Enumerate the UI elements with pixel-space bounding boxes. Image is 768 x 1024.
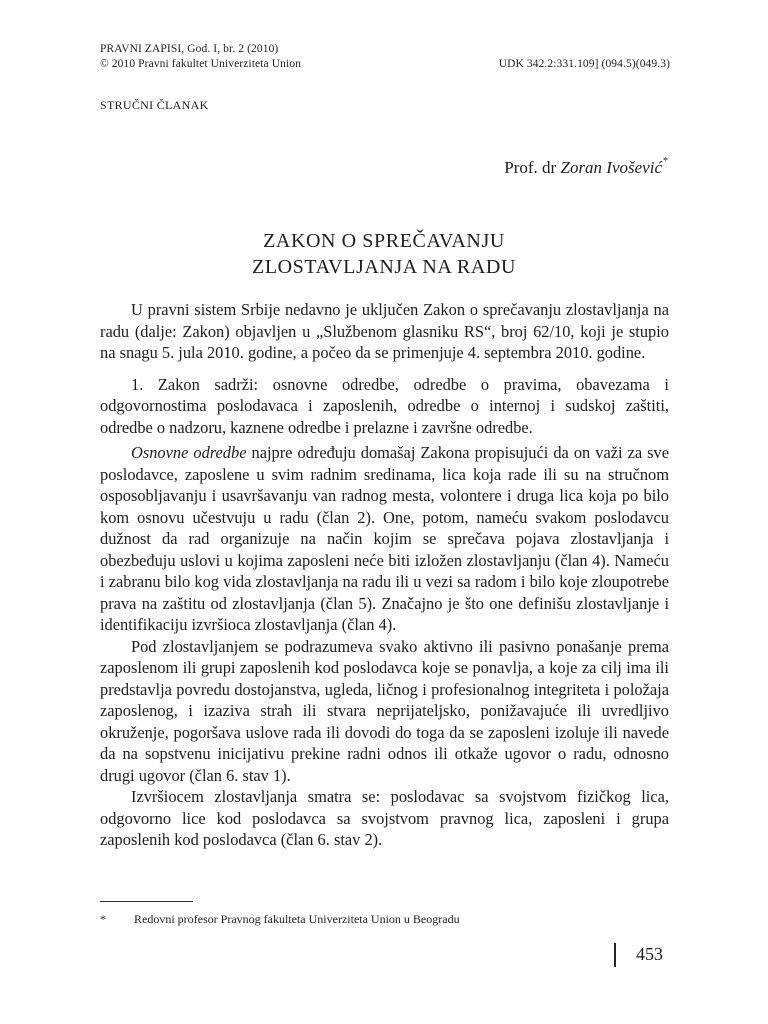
page-number: 453 <box>636 944 663 964</box>
article-category: STRUČNI ČLANAK <box>100 98 209 112</box>
article-body <box>100 299 669 851</box>
paragraph-contents: 1. Zakon sadrži: osnovne odredbe, odredbe o pravima, obavezama i odgovornostima poslodavaca i zaposlenih, odredbe o internoj i sudskoj zaštiti, odredbe o nadzoru, kaznene odredbe i prelazne i završne odredbe. <box>100 374 669 437</box>
paragraph-basic-provisions <box>100 442 669 636</box>
running-header <box>100 42 670 72</box>
author-name: Zoran Ivošević <box>560 158 662 177</box>
author-prefix: Prof. dr <box>504 158 561 177</box>
title-line-2: ZLOSTAVLJANJA NA RADU <box>252 256 516 278</box>
author-line <box>504 158 668 178</box>
footnote-divider <box>100 901 193 902</box>
title-line-1: ZAKON O SPREČAVANJU <box>263 230 505 252</box>
paragraph-definition: Pod zlostavljanjem se podrazumeva svako aktivno ili pasivno ponašanje prema zaposlenom ili grupi zaposlenih kod poslodavca koje se ponavlja, a koje za cilj ima ili predstavlja povredu dostojanstva, ugleda, ličnog i profesionalnog integriteta i položaja zaposlenog, i izaziva strah ili stvara neprijateljsko, ponižavajuće ili uvredljivo okruženje, pogoršava uslove rada ili dovodi do toga da se zaposleni izoluje ili navede da na sopstvenu inicijativu prekine radni odnos ili otkaže ugovor o radu, odnosno drugi ugovor (član 6. stav 1). <box>100 636 669 785</box>
paragraph-perpetrator: Izvršiocem zlostavljanja smatra se: poslodavac sa svojstvom fizičkog lica, odgovorno lice kod poslodavca sa svojstvom pravnog lica, zaposleni i grupa zaposlenih kod poslodavca (član 6. stav 2). <box>100 787 669 849</box>
footnote <box>100 912 669 927</box>
basic-provisions-text: najpre određuju domašaj Zakona propisujući da on važi za sve poslodavce, zaposlene u svim radnim sredinama, lica koja rade ili su na stručnom osposobljavanju i usavršavanju van radnog mesta, volontere i druga lica koja po bilo kom osnovu učestvuju u radu (član 2). One, potom, nameću svakom poslodavcu dužnost da rad organizuje na način kojim se sprečava pojava zlostavljanja i obezbeđuju uslovi u kojima zaposleni neće biti izložen zlostavljanju (član 4). Nameću i zabranu bilo kog vida zlostavljanja na radu ili u vezi sa radom i bilo koje zloupotrebe prava na zaštitu od zlostavljanja (član 5). Značajno je što one definišu zlostavljanje i identifikaciju izvršioca zlostavljanja (član 4). <box>100 443 669 634</box>
header-row <box>100 57 670 72</box>
copyright-line: © 2010 Pravni fakultet Univerziteta Union <box>100 58 301 70</box>
footnote-text: Redovni profesor Pravnog fakulteta Univerziteta Union u Beogradu <box>134 912 460 926</box>
paragraph-intro: U pravni sistem Srbije nedavno je uključen Zakon o sprečavanju zlostavljanja na radu (dalje: Zakon) objavljen u „Službenom glasniku RS“, broj 62/10, koji je stupio na snagu 5. jula 2010. godine, a počeo da se primenjuje 4. septembra 2010. godine. <box>100 300 669 362</box>
page-number-rule <box>614 943 616 967</box>
basic-provisions-term: Osnovne odredbe <box>131 443 247 462</box>
udk-code: UDK 342.2:331.109] (094.5)(049.3) <box>498 58 670 70</box>
journal-info: PRAVNI ZAPISI, God. I, br. 2 (2010) <box>100 43 279 55</box>
footnote-mark: * <box>100 912 106 926</box>
article-title <box>100 228 668 280</box>
author-footnote-mark: * <box>663 156 668 167</box>
